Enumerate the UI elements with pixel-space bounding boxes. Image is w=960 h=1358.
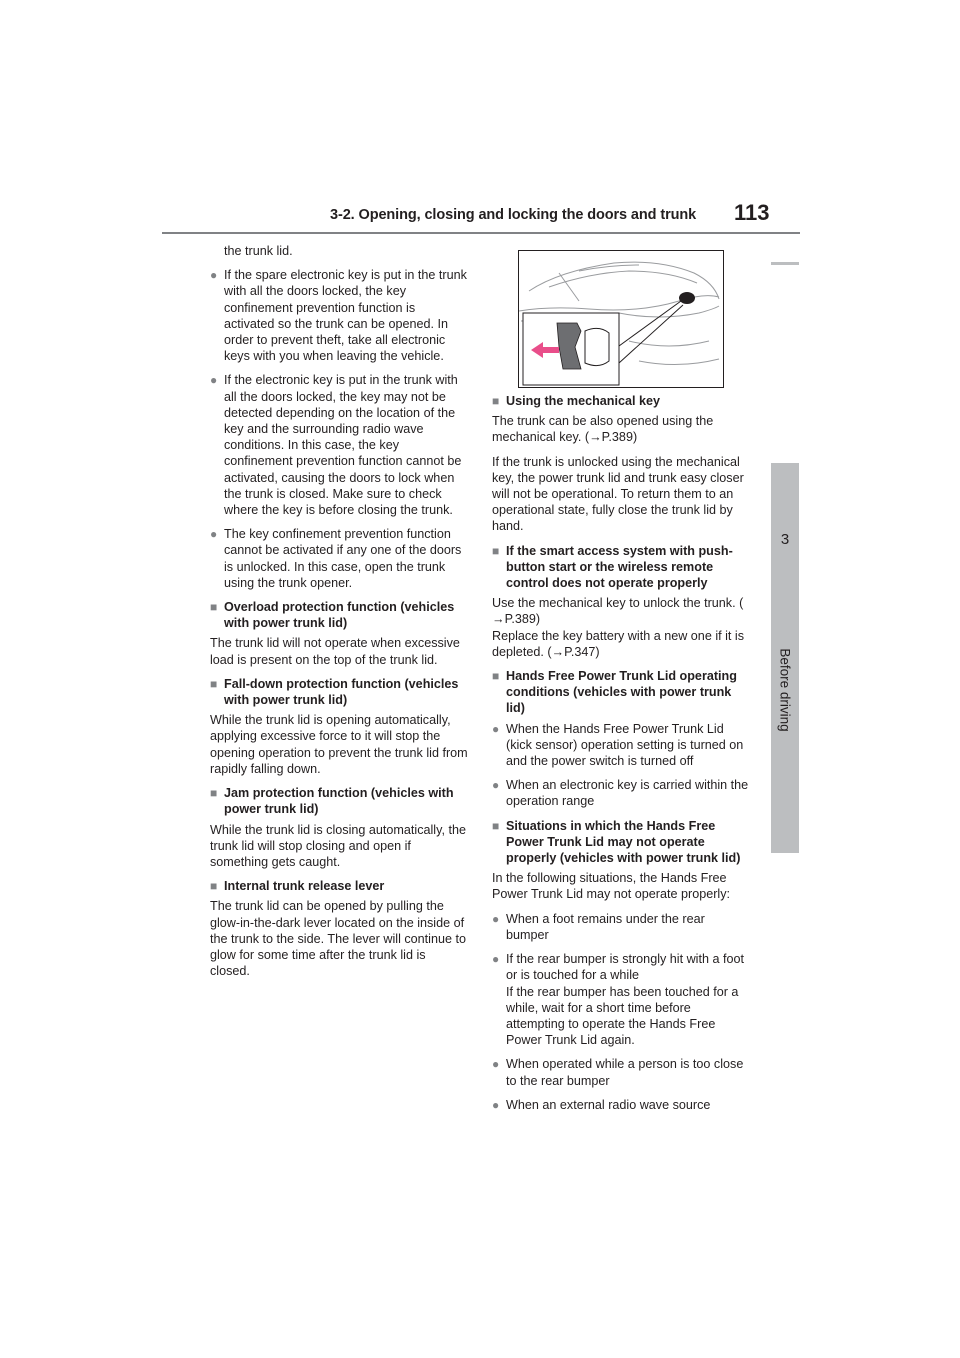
bullet-icon: ● — [210, 268, 218, 283]
bullet-icon: ● — [210, 373, 218, 388]
section-square-icon: ■ — [210, 786, 218, 801]
text-falldown: While the trunk lid is opening automatically, applying excessive force to it will stop the opening operation to prevent the trunk lid from rapidly falling down. — [210, 713, 468, 776]
bullet-bumper-hit — [492, 951, 750, 1048]
bullet-spare-key — [210, 267, 468, 364]
bullet-icon: ● — [492, 721, 500, 736]
bullet-radio-source — [492, 1097, 750, 1113]
bullet-text: The key confinement prevention function cannot be activated if any one of the doors is unlocked. In this case, open the trunk using the trunk opener. — [224, 527, 462, 590]
heading-text: If the smart access system with push-button start or the wireless remote control does not operate properly — [506, 543, 733, 591]
lever-location — [679, 292, 695, 304]
side-tab-top-bar — [771, 262, 799, 265]
right-column — [492, 393, 750, 1121]
heading-falldown — [210, 676, 468, 708]
bullet-icon: ● — [492, 778, 500, 793]
bullet-doors-unlocked — [210, 526, 468, 591]
section-square-icon: ■ — [492, 669, 500, 684]
intro-continuation: the trunk lid. — [224, 244, 293, 258]
bullet-text: If the rear bumper is strongly hit with a foot or is touched for a while — [506, 952, 744, 983]
heading-operating-conditions — [492, 668, 750, 717]
section-square-icon: ■ — [492, 818, 500, 833]
chapter-label-wrapper — [772, 620, 798, 760]
bullet-person-close — [492, 1056, 750, 1088]
bullet-text: If the electronic key is put in the trunk with all the doors locked, the key may not be detected depending on the location of the key and the surrounding radio wave conditions. In this case, the key confinement prevention function cannot be activated, causing the doors to lock when the trunk is closed. Make sure to check where the key is before closing the trunk. — [224, 373, 462, 518]
page-reference-link[interactable]: →P.389) — [492, 612, 541, 627]
section-square-icon: ■ — [492, 543, 500, 558]
heading-situations — [492, 818, 750, 867]
page-reference-link[interactable]: →P.389) — [589, 430, 638, 445]
bullet-text: When a foot remains under the rear bumper — [506, 911, 705, 942]
section-title: 3-2. Opening, closing and locking the doors and trunk — [330, 207, 697, 223]
heading-text: Situations in which the Hands Free Power Trunk Lid may not operate properly (vehicles with power trunk lid) — [506, 818, 741, 866]
bullet-icon: ● — [492, 911, 500, 926]
text-mechanical-2: If the trunk is unlocked using the mechanical key, the power trunk lid and trunk easy closer will not be operational. To return them to an operational state, fully close the trunk lid by hand. — [492, 454, 744, 534]
page-reference-link[interactable]: →P.347) — [551, 644, 600, 659]
text-overload: The trunk lid will not operate when excessive load is present on the top of the trunk lid. — [210, 636, 460, 667]
bullet-icon: ● — [492, 1057, 500, 1072]
bullet-condition-key-range — [492, 777, 750, 809]
heading-text: Fall-down protection function (vehicles with power trunk lid) — [224, 676, 459, 708]
text-situations: In the following situations, the Hands Free Power Trunk Lid may not operate properly: — [492, 871, 731, 902]
bullet-icon: ● — [492, 1097, 500, 1112]
heading-smart-access — [492, 543, 750, 592]
chapter-number: 3 — [780, 531, 790, 548]
text-smart — [492, 595, 750, 660]
heading-text: Internal trunk release lever — [224, 879, 385, 894]
bullet-icon: ● — [492, 952, 500, 967]
heading-text: Jam protection function (vehicles with power trunk lid) — [224, 786, 454, 817]
text-mechanical-1 — [492, 413, 750, 445]
text-span: Replace the key battery with a new one if it is depleted. ( — [492, 628, 745, 659]
bullet-text: When the Hands Free Power Trunk Lid (kick sensor) operation setting is turned on and the power switch is turned off — [506, 721, 744, 769]
text-span: The trunk can be also opened using the mechanical key. ( — [492, 414, 714, 445]
heading-overload — [210, 599, 468, 631]
heading-text: Hands Free Power Trunk Lid operating conditions (vehicles with power trunk lid) — [506, 669, 737, 716]
bullet-text: When an external radio wave source — [506, 1097, 711, 1112]
section-square-icon: ■ — [210, 879, 218, 894]
heading-jam — [210, 785, 468, 817]
heading-mechanical-key — [492, 393, 750, 409]
left-column — [210, 243, 468, 987]
bullet-text: If the spare electronic key is put in the trunk with all the doors locked, the key confinement prevention function is activated so the trunk can be opened. In order to prevent theft, take all electronic keys with you when leaving the vehicle. — [224, 268, 467, 364]
text-release-lever: The trunk lid can be opened by pulling the glow-in-the-dark lever located on the inside of the trunk to the side. The lever will continue to glow for some time after the trunk lid is closed. — [210, 899, 466, 979]
heading-release-lever — [210, 878, 468, 894]
page-number: 113 — [734, 200, 770, 225]
bullet-condition-setting — [492, 721, 750, 770]
bullet-icon: ● — [210, 527, 218, 542]
section-square-icon: ■ — [210, 676, 218, 691]
bullet-foot-remains — [492, 911, 750, 943]
bullet-text: When an electronic key is carried within the operation range — [506, 778, 749, 809]
chapter-label: Before driving — [777, 648, 793, 732]
section-square-icon: ■ — [210, 600, 218, 615]
bullet-key-detection — [210, 372, 468, 518]
bullet-subtext: If the rear bumper has been touched for a while, wait for a short time before attempting to operate the Hands Free Power Trunk Lid again. — [506, 984, 739, 1048]
heading-text: Overload protection function (vehicles with power trunk lid) — [224, 600, 455, 631]
trunk-release-lever-illustration — [518, 250, 724, 388]
section-square-icon: ■ — [492, 394, 500, 408]
text-jam: While the trunk lid is closing automatically, the trunk lid will stop closing and open if something gets caught. — [210, 822, 466, 869]
heading-text: Using the mechanical key — [506, 394, 660, 408]
bullet-text: When operated while a person is too close to the rear bumper — [506, 1057, 744, 1088]
text-span: Use the mechanical key to unlock the trunk. ( — [492, 596, 744, 611]
car-rear-drawing — [519, 251, 723, 387]
header-divider — [162, 232, 800, 234]
